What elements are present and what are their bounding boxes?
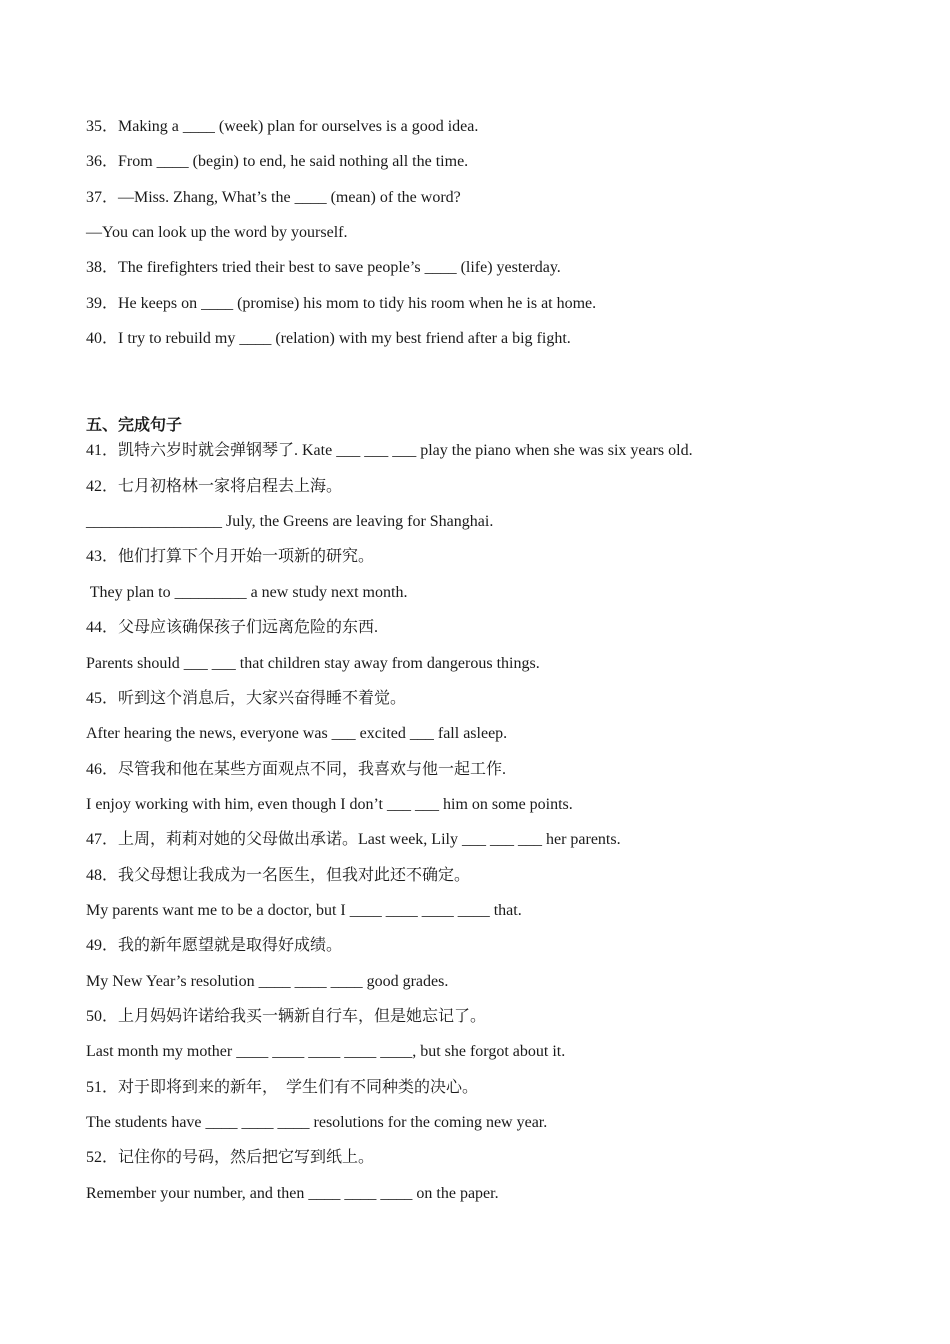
question-42-chinese: 42．七月初格林一家将启程去上海。 [86, 478, 343, 495]
question-37: 37．—Miss. Zhang, What’s the ____ (mean) of the word? [86, 189, 461, 206]
question-39: 39．He keeps on ____ (promise) his mom to tidy his room when he is at home. [86, 295, 597, 312]
question-36: 36．From ____ (begin) to end, he said nothing all the time. [86, 153, 469, 170]
question-52-chinese: 52．记住你的号码，然后把它写到纸上。 [86, 1149, 375, 1166]
section-heading: 五、完成句子 [86, 417, 183, 434]
question-43-english: They plan to _________ a new study next month. [86, 584, 408, 601]
question-35: 35．Making a ____ (week) plan for ourselves is a good idea. [86, 118, 479, 135]
question-42-english: _________________ July, the Greens are leaving for Shanghai. [86, 513, 494, 530]
question-37-answer-line: —You can look up the word by yourself. [86, 224, 348, 241]
question-38: 38．The firefighters tried their best to save people’s ____ (life) yesterday. [86, 259, 561, 276]
question-47: 47．上周，莉莉对她的父母做出承诺。Last week, Lily ___ ___ ___ her parents. [86, 831, 621, 848]
question-46-english: I enjoy working with him, even though I don’t ___ ___ him on some points. [86, 796, 573, 813]
question-50-chinese: 50．上月妈妈许诺给我买一辆新自行车，但是她忘记了。 [86, 1008, 487, 1025]
question-50-english: Last month my mother ____ ____ ____ ____ ____, but she forgot about it. [86, 1043, 566, 1060]
question-41: 41．凯特六岁时就会弹钢琴了. Kate ___ ___ ___ play the piano when she was six years old. [86, 442, 693, 459]
question-51-chinese: 51．对于即将到来的新年， 学生们有不同种类的决心。 [86, 1079, 479, 1096]
question-44-english: Parents should ___ ___ that children stay away from dangerous things. [86, 655, 540, 672]
question-46-chinese: 46．尽管我和他在某些方面观点不同，我喜欢与他一起工作. [86, 761, 507, 778]
question-45-chinese: 45．听到这个消息后，大家兴奋得睡不着觉。 [86, 690, 407, 707]
question-48-english: My parents want me to be a doctor, but I ____ ____ ____ ____ that. [86, 902, 522, 919]
question-48-chinese: 48．我父母想让我成为一名医生，但我对此还不确定。 [86, 867, 471, 884]
question-49-english: My New Year’s resolution ____ ____ ____ good grades. [86, 973, 449, 990]
question-45-english: After hearing the news, everyone was ___ excited ___ fall asleep. [86, 725, 508, 742]
question-52-english: Remember your number, and then ____ ____ ____ on the paper. [86, 1185, 499, 1202]
question-49-chinese: 49．我的新年愿望就是取得好成绩。 [86, 937, 343, 954]
question-40: 40．I try to rebuild my ____ (relation) with my best friend after a big fight. [86, 330, 571, 347]
question-51-english: The students have ____ ____ ____ resolutions for the coming new year. [86, 1114, 548, 1131]
question-43-chinese: 43．他们打算下个月开始一项新的研究。 [86, 548, 375, 565]
question-44-chinese: 44．父母应该确保孩子们远离危险的东西. [86, 619, 379, 636]
